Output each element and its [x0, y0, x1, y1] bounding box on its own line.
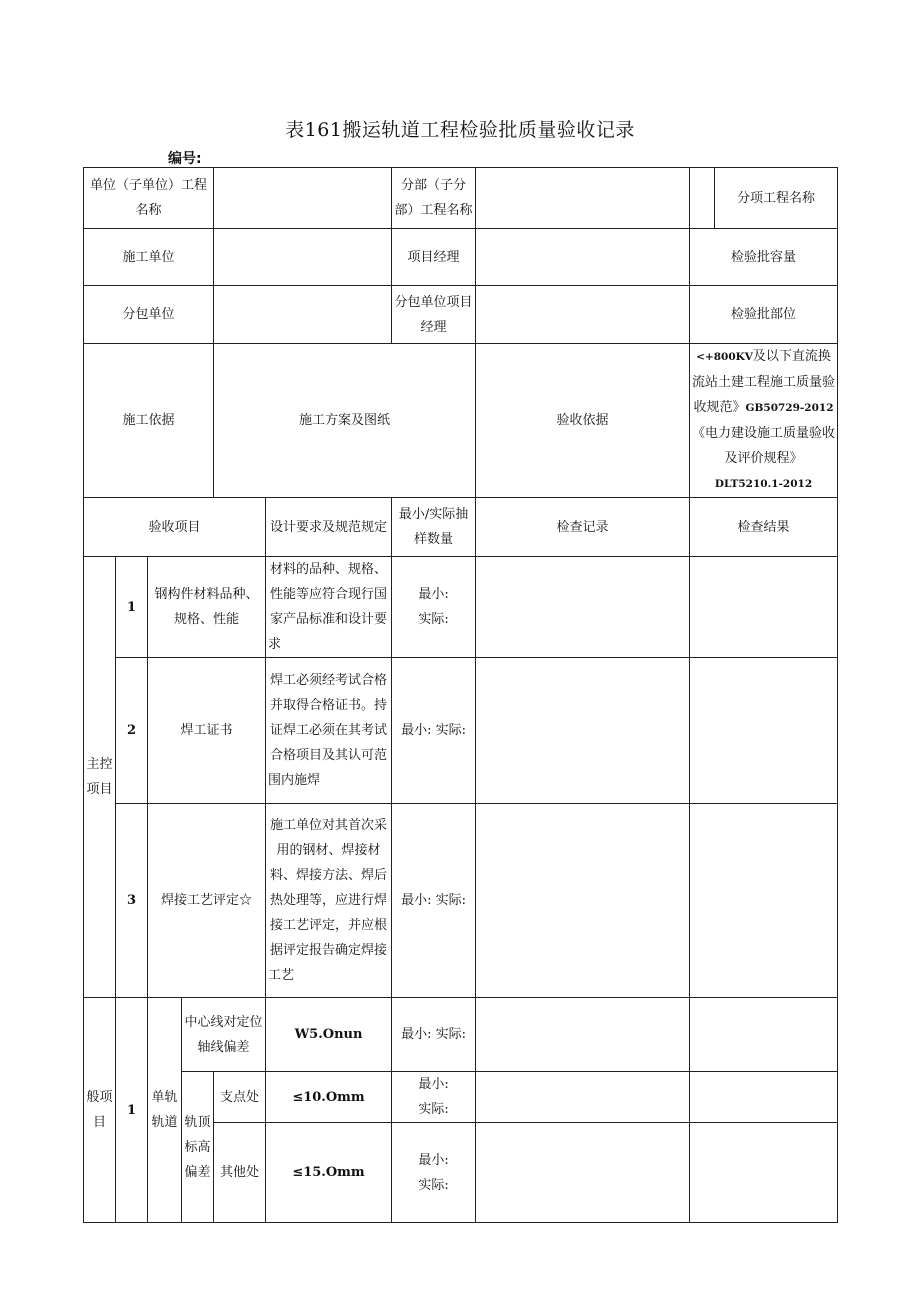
unit-label: 单位（子单位）工程名称: [84, 168, 214, 229]
unit-value-field[interactable]: [214, 168, 392, 229]
general-row1-record-field[interactable]: [476, 998, 690, 1072]
general-no: 1: [116, 998, 148, 1223]
col-record-header: 检查记录: [476, 498, 690, 557]
main-row2-sample: 最小: 实际:: [392, 658, 476, 804]
main-row3-name: 焊接工艺评定☆: [148, 804, 266, 998]
general-row2-sample-min: 最小:: [418, 1077, 449, 1092]
main-row2-result-field[interactable]: [690, 658, 838, 804]
subcontractor-label: 分包单位: [84, 286, 214, 344]
acceptance-basis-value: [690, 344, 838, 498]
batch-location-label: 检验批部位: [690, 286, 838, 344]
general-row1-result-field[interactable]: [690, 998, 838, 1072]
main-row1-record-field[interactable]: [476, 557, 690, 658]
acceptance-basis-label: 验收依据: [476, 344, 690, 498]
main-row1-name: 钢构件材料品种、规格、性能: [148, 557, 266, 658]
main-row3-requirement: 施工单位对其首次采用的钢材、焊接材料、焊接方法、焊后热处理等，应进行焊接工艺评定，并应根据评定报告确定焊接工艺: [266, 804, 392, 998]
general-row2-name: 支点处: [214, 1072, 266, 1123]
general-row3-requirement: ≤15.Omm: [266, 1123, 392, 1223]
main-row3-result-field[interactable]: [690, 804, 838, 998]
general-row3-name: 其他处: [214, 1123, 266, 1223]
pm-label: 项目经理: [392, 229, 476, 286]
main-row3-sample: 最小: 实际:: [392, 804, 476, 998]
general-subgroup: 轨顶标高偏差: [182, 1072, 214, 1223]
general-row2-record-field[interactable]: [476, 1072, 690, 1123]
subcontractor-value-field[interactable]: [214, 286, 392, 344]
general-row2-requirement: ≤10.Omm: [266, 1072, 392, 1123]
general-row1-sample: 最小: 实际:: [392, 998, 476, 1072]
main-row1-sample: [392, 557, 476, 658]
acceptance-basis-text1: 及以下直流换流站土建工程施工质量验收规范》: [692, 349, 836, 415]
col-sample-header: 最小/实际抽样数量: [392, 498, 476, 557]
main-row2-requirement: 焊工必须经考试合格并取得合格证书。持证焊工必须在其考试合格项目及其认可范围内施焊: [266, 658, 392, 804]
doc-number-label: 编号:: [168, 151, 202, 167]
main-row1-sample-min: 最小:: [418, 587, 449, 602]
general-row3-sample-min: 最小:: [418, 1152, 449, 1168]
main-row2-record-field[interactable]: [476, 658, 690, 804]
general-label: 般项目: [84, 998, 116, 1223]
basis-value: 施工方案及图纸: [214, 344, 476, 498]
main-row1-requirement: 材料的品种、规格、性能等应符合现行国家产品标准和设计要求: [266, 557, 392, 658]
col-item-header: 验收项目: [84, 498, 266, 557]
main-control-label: 主控项目: [84, 557, 116, 998]
general-row1-name: 中心线对定位轴线偏差: [182, 998, 266, 1072]
general-row2-sample-actual: 实际:: [418, 1102, 449, 1117]
subitem-label: 分项工程名称: [715, 168, 838, 229]
main-row2-no: 2: [116, 658, 148, 804]
main-row1-sample-actual: 实际:: [418, 612, 449, 627]
main-row1-no: 1: [116, 557, 148, 658]
contractor-label: 施工单位: [84, 229, 214, 286]
acceptance-basis-code1: GB50729-2012: [745, 402, 834, 414]
main-row3-no: 3: [116, 804, 148, 998]
subitem-label-cell: [690, 168, 715, 229]
basis-label: 施工依据: [84, 344, 214, 498]
acceptance-basis-code2: DLT5210.1-2012: [714, 478, 813, 490]
division-value-field[interactable]: [476, 168, 690, 229]
main-row2-name: 焊工证书: [148, 658, 266, 804]
general-row1-requirement: W5.Onun: [266, 998, 392, 1072]
general-row2-result-field[interactable]: [690, 1072, 838, 1123]
acceptance-basis-prefix: <+800KV: [696, 351, 753, 363]
general-row3-record-field[interactable]: [476, 1123, 690, 1223]
main-row1-result-field[interactable]: [690, 557, 838, 658]
general-row3-sample-actual: 实际:: [418, 1177, 449, 1193]
sub-pm-label: 分包单位项目经理: [392, 286, 476, 344]
general-row2-sample: [392, 1072, 476, 1123]
col-result-header: 检查结果: [690, 498, 838, 557]
main-row3-record-field[interactable]: [476, 804, 690, 998]
batch-capacity-label: 检验批容量: [690, 229, 838, 286]
general-row3-sample: [392, 1123, 476, 1223]
sub-pm-value-field[interactable]: [476, 286, 690, 344]
contractor-value-field[interactable]: [214, 229, 392, 286]
general-group: 单轨轨道: [148, 998, 182, 1223]
pm-value-field[interactable]: [476, 229, 690, 286]
division-label: 分部（子分部）工程名称: [392, 168, 476, 229]
acceptance-basis-text2: 《电力建设施工质量验收及评价规程》: [692, 426, 836, 466]
col-design-header: 设计要求及规范规定: [266, 498, 392, 557]
inspection-form-table: [83, 167, 838, 1223]
page-title: 表161搬运轨道工程检验批质量验收记录: [285, 119, 635, 141]
general-row3-result-field[interactable]: [690, 1123, 838, 1223]
